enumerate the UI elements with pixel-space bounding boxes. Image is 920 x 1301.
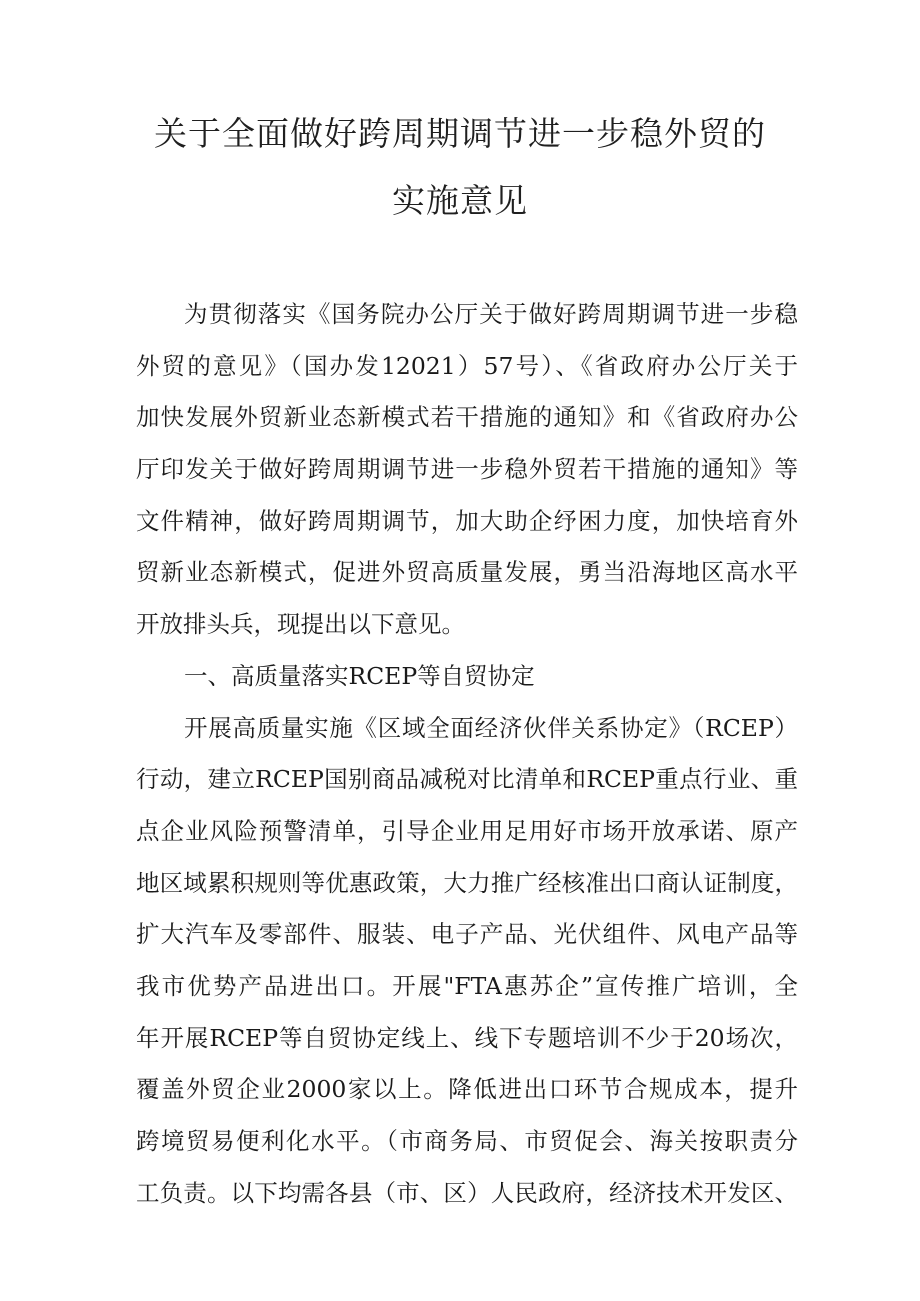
paragraph-line: 覆盖外贸企业2000家以上。降低进出口环节合规成本，提升 xyxy=(136,1075,798,1104)
section-heading: 一、高质量落实RCEP等自贸协定 xyxy=(184,661,535,690)
paragraph-line: 外贸的意见》（国办发12021）57号）、《省政府办公厅关于 xyxy=(136,351,798,380)
paragraph-line: 开展高质量实施《区域全面经济伙伴关系协定》（RCEP） xyxy=(184,713,798,742)
paragraph-line: 我市优势产品进出口。开展"FTA惠苏企”宣传推广培训，全 xyxy=(136,971,798,1000)
paragraph-line: 扩大汽车及零部件、服装、电子产品、光伏组件、风电产品等 xyxy=(136,920,798,949)
paragraph-line: 工负责。以下均需各县（市、区）人民政府，经济技术开发区、 xyxy=(136,1178,798,1207)
document-title-line-1: 关于全面做好跨周期调节进一步稳外贸的 xyxy=(154,114,766,153)
paragraph-line: 开放排头兵，现提出以下意见。 xyxy=(136,610,465,639)
paragraph-line: 贸新业态新模式，促进外贸高质量发展，勇当沿海地区高水平 xyxy=(136,558,798,587)
paragraph-line: 厅印发关于做好跨周期调节进一步稳外贸若干措施的通知》等 xyxy=(136,455,798,484)
paragraph-line: 加快发展外贸新业态新模式若干措施的通知》和《省政府办公 xyxy=(136,403,798,432)
document-title-line-2: 实施意见 xyxy=(392,181,528,220)
paragraph-line: 跨境贸易便利化水平。（市商务局、市贸促会、海关按职责分 xyxy=(136,1127,798,1155)
paragraph-line: 点企业风险预警清单，引导企业用足用好市场开放承诺、原产 xyxy=(136,816,798,845)
paragraph-line: 年开展RCEP等自贸协定线上、线下专题培训不少于20场次， xyxy=(136,1023,798,1052)
document-body xyxy=(136,292,798,1222)
paragraph-line: 为贯彻落实《国务院办公厅关于做好跨周期调节进一步稳 xyxy=(184,300,798,328)
paragraph-line: 行动，建立RCEP国别商品减税对比清单和RCEP重点行业、重 xyxy=(136,765,798,794)
paragraph-line: 地区域累积规则等优惠政策，大力推广经核准出口商认证制度， xyxy=(136,868,798,897)
paragraph-line: 文件精神，做好跨周期调节，加大助企纾困力度，加快培育外 xyxy=(136,506,798,535)
